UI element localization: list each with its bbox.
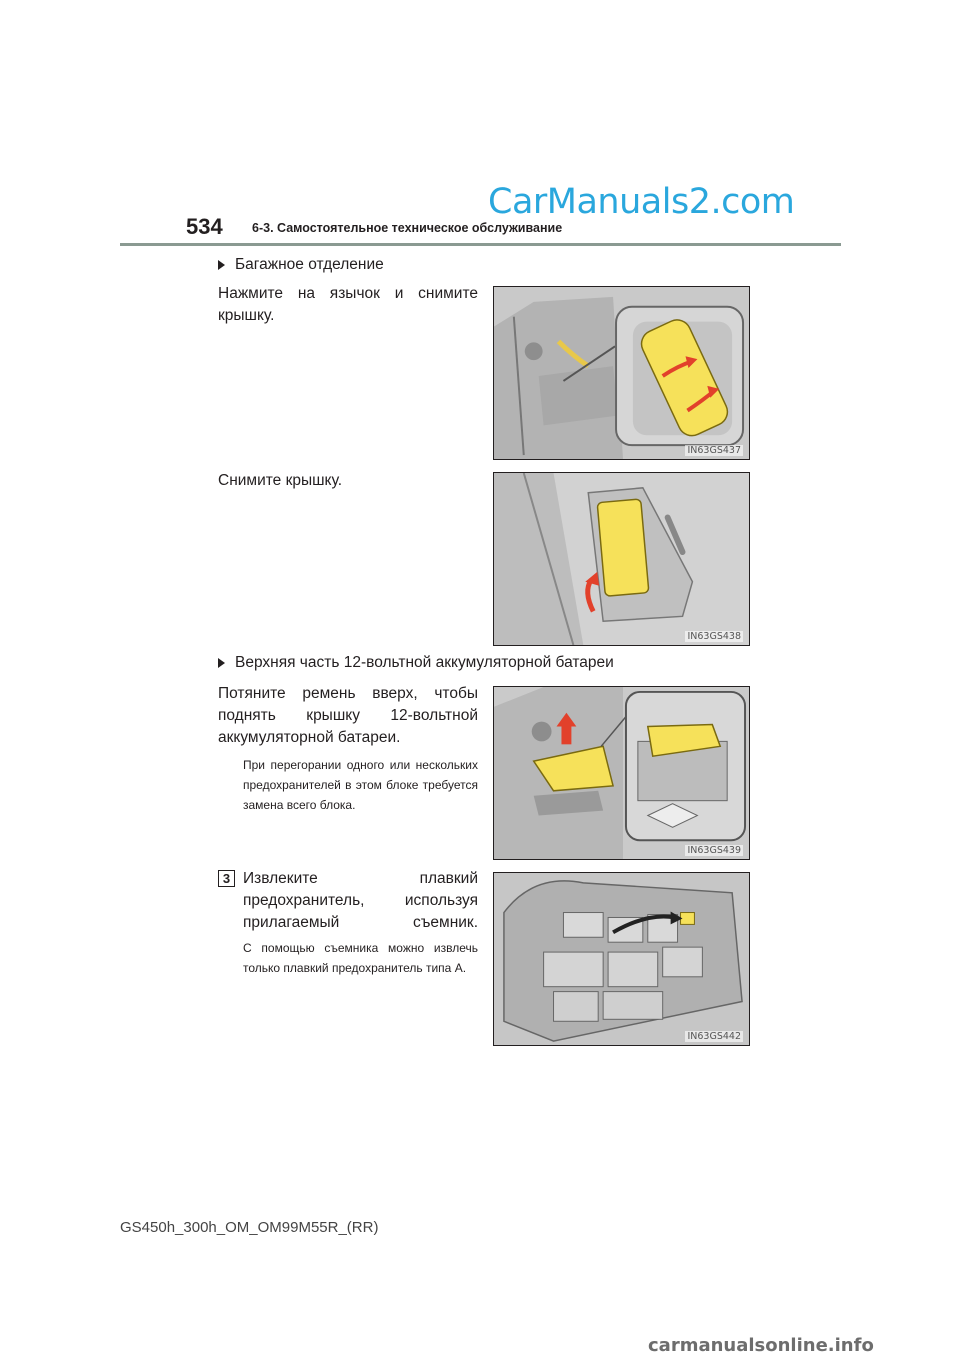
section-heading-text: Верхняя часть 12-вольтной аккумуляторной батареи (235, 654, 614, 671)
step-text: Извлеките плавкий предохранитель, используя прилагаемый съемник. (243, 870, 478, 931)
step-text: Снимите крышку. (218, 472, 343, 489)
figure-code: IN63GS442 (687, 1031, 741, 1042)
section-heading-text: Багажное отделение (235, 256, 384, 273)
watermark-top: CarManuals2.com (488, 182, 795, 222)
step-note: При перегорании одного или нескольких предохранителей в этом блоке требуется замена всего блока. (243, 758, 478, 812)
bullet-triangle-icon (218, 658, 225, 668)
section-heading-trunk (218, 256, 384, 274)
figure-battery-cover (493, 686, 750, 860)
step-text: Потяните ремень вверх, чтобы поднять крышку 12-вольтной аккумуляторной батареи. (218, 685, 478, 746)
section-title: 6-3. Самостоятельное техническое обслуживание (252, 221, 563, 235)
watermark-bottom: carmanualsonline.info (648, 1335, 874, 1356)
header-rule (120, 243, 841, 246)
section-heading-battery (218, 654, 614, 672)
step-note: С помощью съемника можно извлечь только плавкий предохранитель типа A. (243, 941, 478, 975)
step-text: Нажмите на язычок и снимите крышку. (218, 285, 478, 324)
figure-code: IN63GS437 (687, 445, 741, 456)
figure-code: IN63GS438 (687, 631, 741, 642)
figure-code: IN63GS439 (687, 845, 741, 856)
bullet-triangle-icon (218, 260, 225, 270)
page-number: 534 (186, 214, 223, 239)
figure-remove-cover-illustration (494, 473, 749, 645)
figure-battery-cover-illustration (494, 687, 749, 859)
figure-remove-cover (493, 472, 750, 646)
footer-doc-id: GS450h_300h_OM_OM99M55R_(RR) (120, 1219, 379, 1236)
figure-trunk-tab-illustration (494, 287, 749, 459)
figure-fuse-puller (493, 872, 750, 1046)
step-number-badge: 3 (218, 870, 235, 887)
figure-fuse-puller-illustration (494, 873, 749, 1045)
figure-trunk-tab (493, 286, 750, 460)
